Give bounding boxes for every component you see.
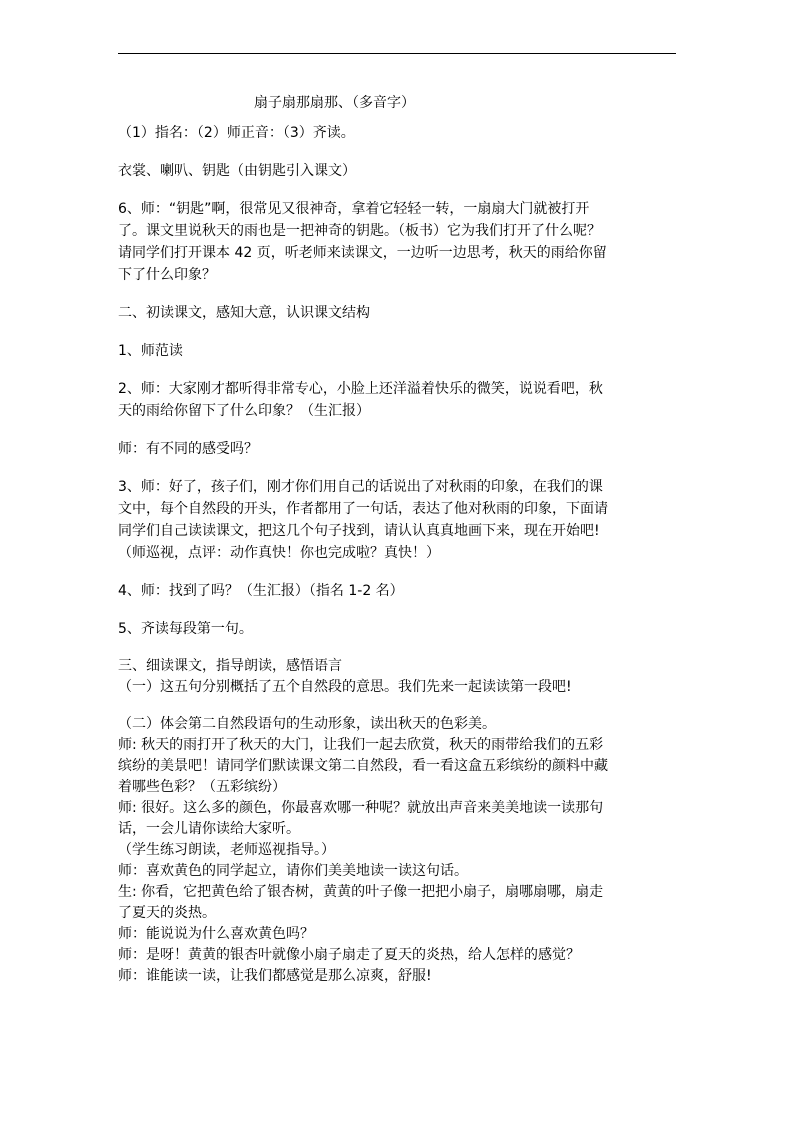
paragraph-line: 师：能说说为什么喜欢黄色吗？ bbox=[118, 926, 314, 942]
paragraph-line: 5、齐读每段第一句。 bbox=[118, 621, 253, 637]
paragraph-line: 着哪些色彩？（五彩缤纷） bbox=[118, 779, 286, 795]
paragraph-line: 师：是呀！黄黄的银杏叶就像小扇子扇走了夏天的炎热，给人怎样的感觉？ bbox=[118, 947, 580, 963]
paragraph-line: 6、师：“钥匙”啊，很常见又很神奇，拿着它轻轻一转，一扇扇大门就被打开 bbox=[118, 201, 590, 217]
paragraph-line: 下了什么印象？ bbox=[118, 267, 216, 283]
paragraph-line: 话，一会儿请你读给大家听。 bbox=[118, 821, 300, 837]
paragraph-line: 了。课文里说秋天的雨也是一把神奇的钥匙。（板书）它为我们打开了什么呢？ bbox=[118, 223, 601, 239]
paragraph-line: 4、师：找到了吗？（生汇报）（指名 1-2 名） bbox=[118, 583, 404, 599]
section-heading: 三、细读课文，指导朗读，感悟语言 bbox=[118, 658, 342, 674]
paragraph-line: 衣裳、喇叭、钥匙（由钥匙引入课文） bbox=[118, 163, 356, 179]
section-heading: 二、初读课文，感知大意，认识课文结构 bbox=[118, 305, 370, 321]
paragraph-line: 天的雨给你留下了什么印象？（生汇报） bbox=[118, 403, 370, 419]
paragraph-line: （一）这五句分别概括了五个自然段的意思。我们先来一起读读第一段吧! bbox=[118, 679, 572, 695]
paragraph-line: 生: 你看，它把黄色给了银杏树，黄黄的叶子像一把把小扇子，扇哪扇哪，扇走 bbox=[118, 884, 604, 900]
paragraph-line: 3、师：好了，孩子们，刚才你们用自己的话说出了对秋雨的印象，在我们的课 bbox=[118, 479, 603, 495]
header-rule bbox=[118, 53, 676, 54]
paragraph-line: （二）体会第二自然段语句的生动形象，读出秋天的色彩美。 bbox=[118, 716, 496, 732]
paragraph-line: 师：喜欢黄色的同学起立，请你们美美地读一读这句话。 bbox=[118, 863, 468, 879]
paragraph-line: 了夏天的炎热。 bbox=[118, 905, 216, 921]
paragraph-line: 请同学们打开课本 42 页，听老师来读课文，一边听一边思考，秋天的雨给你留 bbox=[118, 245, 607, 261]
paragraph-line: 1、师范读 bbox=[118, 343, 183, 359]
paragraph-line: 师：谁能读一读，让我们都感觉是那么凉爽，舒服! bbox=[118, 968, 432, 984]
page-title: 扇子扇那扇那、（多音字） bbox=[254, 95, 415, 111]
paragraph-line: （1）指名：（2）师正音：（3）齐读。 bbox=[118, 125, 355, 141]
paragraph-line: 同学们自己读读课文，把这几个句子找到，请认认真真地画下来，现在开始吧! bbox=[118, 523, 600, 539]
paragraph-line: 2、师：大家刚才都听得非常专心，小脸上还洋溢着快乐的微笑，说说看吧，秋 bbox=[118, 381, 603, 397]
paragraph-line: 师: 秋天的雨打开了秋天的大门，让我们一起去欣赏，秋天的雨带给我们的五彩 bbox=[118, 737, 604, 753]
paragraph-line: 师: 很好。这么多的颜色，你最喜欢哪一种呢？就放出声音来美美地读一读那句 bbox=[118, 800, 604, 816]
paragraph-line: （学生练习朗读，老师巡视指导。） bbox=[118, 842, 335, 858]
paragraph-line: （师巡视，点评：动作真快！你也完成啦？真快！） bbox=[118, 545, 440, 561]
paragraph-line: 师：有不同的感受吗？ bbox=[118, 441, 258, 457]
document-body bbox=[118, 92, 678, 987]
paragraph-line: 文中，每个自然段的开头，作者都用了一句话，表达了他对秋雨的印象，下面请 bbox=[118, 501, 608, 517]
paragraph-line: 缤纷的美景吧！请同学们默读课文第二自然段，看一看这盒五彩缤纷的颜料中藏 bbox=[118, 758, 608, 774]
